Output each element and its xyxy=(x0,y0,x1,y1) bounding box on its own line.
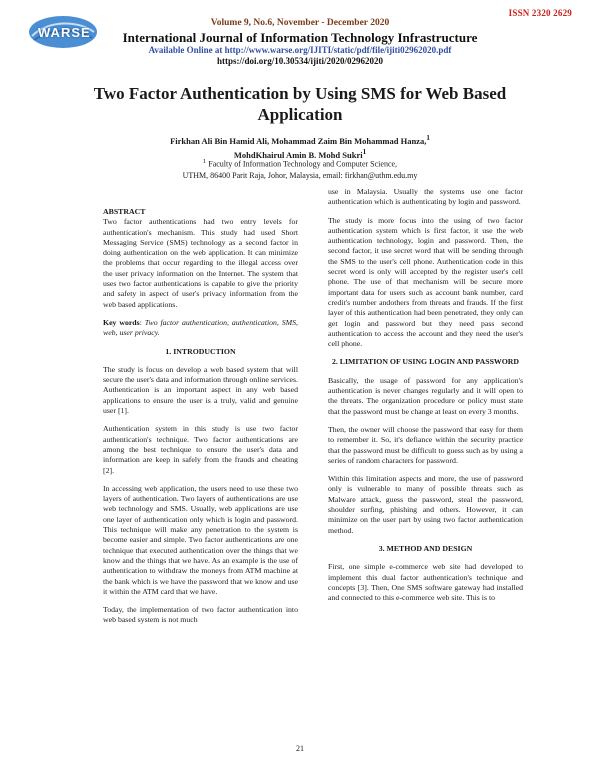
logo-text: WARSE xyxy=(38,25,91,40)
left-column xyxy=(103,207,298,634)
paper-title: Two Factor Authentication by Using SMS for Web Based Application xyxy=(93,84,507,124)
journal-title: International Journal of Information Technology Infrastructure xyxy=(122,30,478,45)
available-online-link[interactable]: Available Online at http://www.warse.org/IJITI/static/pdf/file/ijiti02962020.pdf xyxy=(148,45,452,55)
abstract-text: Two factor authentications had two entry levels for authentication's mechanism. This study had used Short Messaging Service (SMS) technology as a second factor in doing authentication on the web application. It can minimize the problems that occur regarding to the illegal access over the user privacy information on the Internet. The system that uses two factor authentications is capable to give the priority and safety in aspect of user's privacy information from the web based applications. xyxy=(103,217,298,309)
intro-paragraph-3: In accessing web application, the users need to use these two layers of authentication. Two layers of authentications are use web technology and SMS. Usually, web applications are use one layer of authentication only which is login and password. This technique will make any penetration to the system is become easier and simple. Two factor authentications are one technique that executed authentication over the things that we know and the things that we have. As an example is the use of authentication to withdraw the moneys from ATM machine at the bank which is we have the password that we know and use it within the ATM card that we have. xyxy=(103,483,298,596)
right-paragraph-3: Basically, the usage of password for any application's authentication is never changes regularly and it will open to the threats. The organization procedure or policy must state that the password must be change at least on every 3 months. xyxy=(328,375,523,416)
right-paragraph-6: First, one simple e-commerce web site had developed to implement this dual factor authentication's technique and concepts [3]. Then, One SMS software gateway had installed and connected to this e-commerce web site. This is to xyxy=(328,562,523,603)
keywords-label: Key words xyxy=(103,317,140,327)
right-column xyxy=(328,187,523,611)
issn-label: ISSN 2320 2629 xyxy=(508,8,572,18)
intro-paragraph-1: The study is focus on develop a web based system that will secure the user's data and information through online services. Authentication is an important aspect in any web based applications to ensure the user is a truly, valid and genuine user [1]. xyxy=(103,364,298,416)
right-paragraph-2: The study is more focus into the using of two factor authentication system which is first factor, it use the web authentication technology, login and password. Then, the second factor, it use secret word that will be sending through the SMS to the user's cell phone. Authentication code in this secret word is only will accepted by the register user's cell phone. The use of that mechanism will be secure more important data for users such as account bank number, card credit's number andothers from threats and frauds. If the first layer of this authentication had been penetrated, they only can get login and password but they need pass second authentication to access the account and they need the user's cell phone. xyxy=(328,215,523,349)
section-heading-introduction: 1. INTRODUCTION xyxy=(165,346,236,356)
right-paragraph-5: Within this limitation aspects and more, the use of password only is vulnerable to many of possible threats such as Malware attack, guess the password, steal the password, shoulder surfing, phishing and others. However, it can minimize on the user part by using two factor authentication method. xyxy=(328,474,523,535)
section-heading-method: 3. METHOD AND DESIGN xyxy=(378,543,473,553)
keywords-text: Two factor authentication, authentication, SMS, web, user privacy. xyxy=(103,317,299,338)
intro-paragraph-4: Today, the implementation of two factor authentication into web based system is not much xyxy=(103,605,298,625)
page-number: 21 xyxy=(296,744,304,753)
affiliation xyxy=(110,156,490,181)
keywords xyxy=(103,318,298,339)
right-paragraph-1: use in Malaysia. Usually the systems use one factor authentication which is authenticating by login and password. xyxy=(328,187,523,207)
keywords-colon: : xyxy=(139,317,145,327)
authors-line-2: MohdKhairul Amin B. Mohd Sukri xyxy=(233,149,363,160)
authors-line-1: Firkhan Ali Bin Hamid Ali, Mohammad Zaim Bin Mohammad Hanza, xyxy=(170,135,427,146)
affiliation-line-2: UTHM, 86400 Parit Raja, Johor, Malaysia, email: firkhan@uthm.edu.my xyxy=(182,170,418,180)
affil-sup: 1 xyxy=(202,158,207,165)
author-sup-1: 1 xyxy=(426,134,430,142)
intro-paragraph-2: Authentication system in this study is use two factor authentication's technique. Two factor authentications are among the best technique to ensure the user's data and information are keep in safely from the frauds and cheating [2]. xyxy=(103,424,298,475)
right-paragraph-4: Then, the owner will choose the password that easy for them to remember it. So, it's defiance within the security practice that the password must be difficult to guess such as by using a series of random characters for password. xyxy=(328,424,523,465)
section-heading-limitation: 2. LIMITATION OF USING LOGIN AND PASSWORD xyxy=(331,357,520,367)
abstract-heading: ABSTRACT xyxy=(103,207,146,216)
author-sup-2: 1 xyxy=(362,147,367,156)
journal-volume: Volume 9, No.6, November - December 2020 xyxy=(210,18,390,28)
doi-link[interactable]: https://doi.org/10.30534/ijiti/2020/02962020 xyxy=(216,56,383,66)
affiliation-line-1: Faculty of Information Technology and Computer Science, xyxy=(206,159,398,169)
